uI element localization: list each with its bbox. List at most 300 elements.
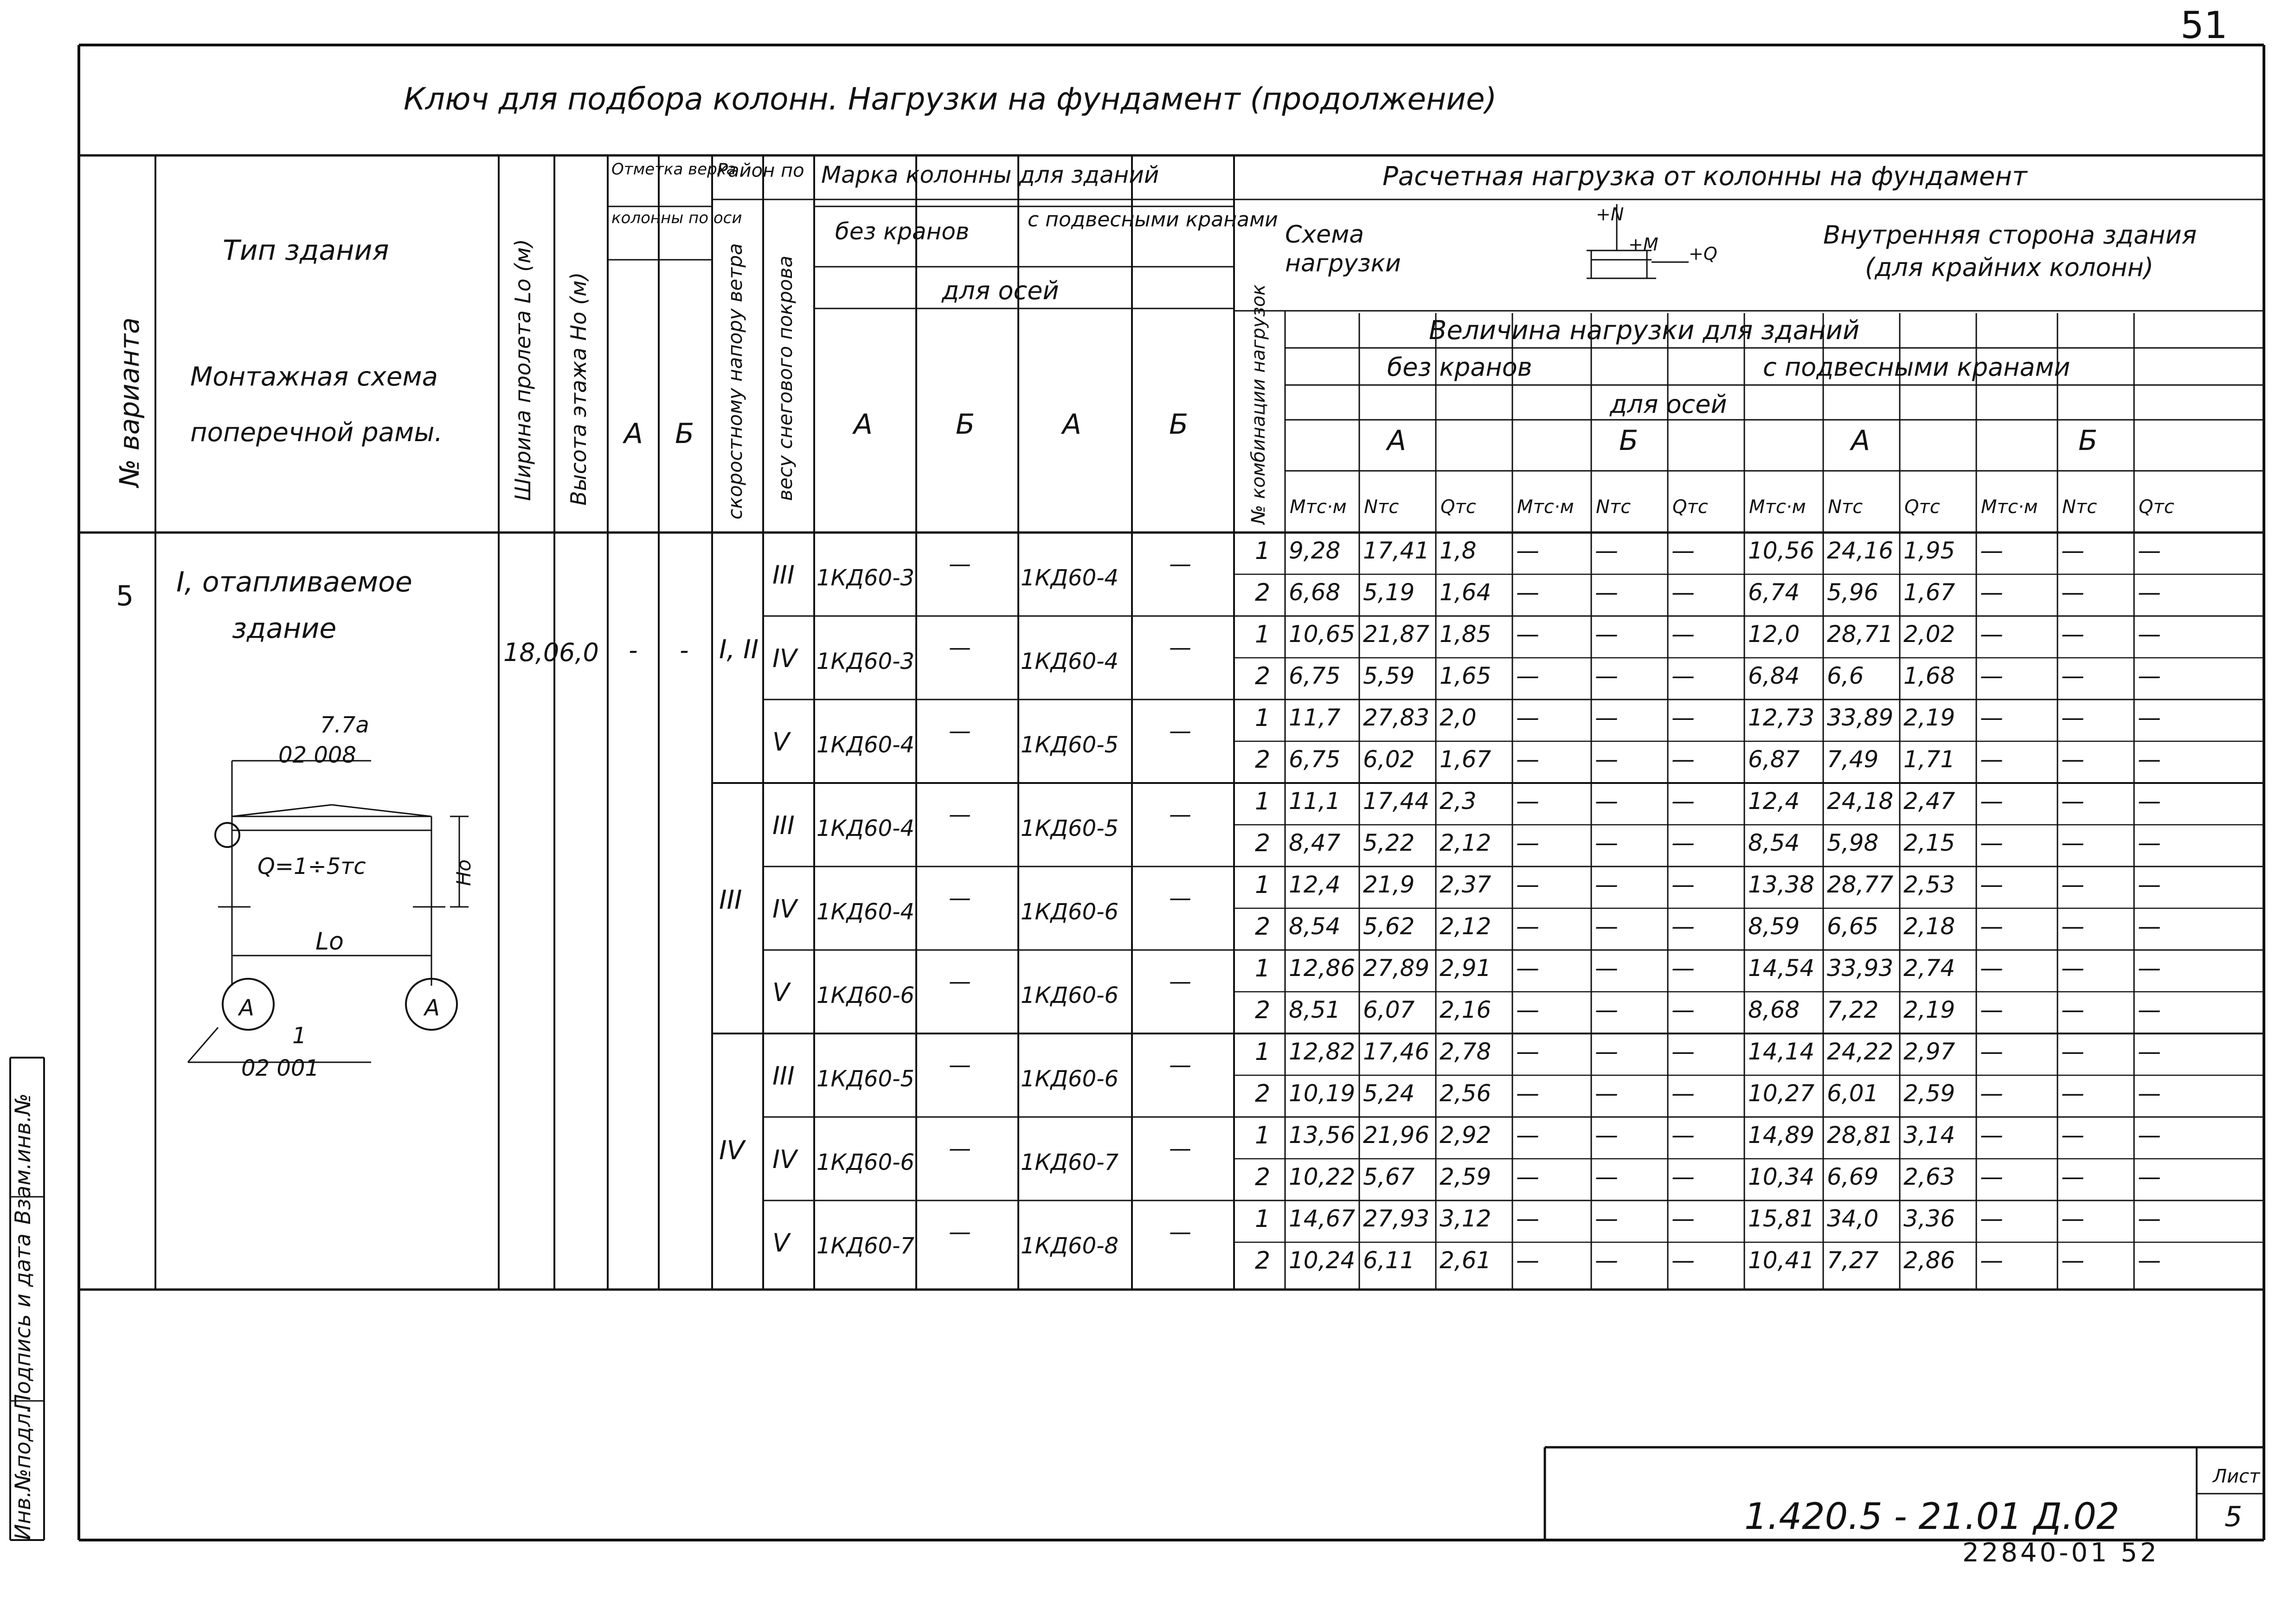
- load-value: 33,89: [1827, 704, 1894, 731]
- load-value: 2,19: [1903, 996, 1955, 1023]
- snow-region: III: [772, 811, 795, 840]
- load-value: —: [2061, 829, 2084, 856]
- header-without-cranes-2: без кранов: [1387, 353, 1532, 382]
- load-value: 8,59: [1748, 913, 1800, 940]
- column-mark-a-no-crane: 1КД60-6: [816, 982, 915, 1008]
- load-value: 6,6: [1827, 662, 1864, 689]
- header-snow-weight: весу снегового покрова: [774, 256, 797, 501]
- load-value: 2,74: [1903, 955, 1955, 982]
- load-value: —: [1980, 579, 2003, 606]
- load-value: —: [1595, 1247, 1618, 1274]
- load-value: —: [1671, 788, 1695, 815]
- stamp-vzam: Взам.инв.№: [10, 1093, 35, 1225]
- snow-region: IV: [772, 1145, 797, 1174]
- column-mark-b-crane: —: [1169, 551, 1191, 577]
- column-mark-b-no-crane: —: [949, 718, 971, 744]
- header-load-axis-a1: А: [1387, 424, 1407, 457]
- load-value: 10,24: [1289, 1247, 1356, 1274]
- header-design-load: Расчетная нагрузка от колонны на фундамент: [1382, 161, 2027, 192]
- load-comb-no: 2: [1255, 579, 1271, 607]
- load-value: —: [1671, 1205, 1695, 1232]
- load-value: —: [1671, 1163, 1695, 1190]
- load-value: —: [1671, 537, 1695, 564]
- stamp-sign-date: Подпись и дата: [10, 1233, 35, 1410]
- header-region-by: Район по: [717, 160, 804, 181]
- variant-mark-b: -: [680, 635, 689, 665]
- load-value: —: [1516, 913, 1539, 940]
- load-value: 6,11: [1363, 1247, 1415, 1274]
- load-value: —: [1671, 579, 1695, 606]
- load-value: —: [1516, 1038, 1539, 1065]
- load-value: —: [1595, 537, 1618, 564]
- column-mark-b-crane: —: [1169, 718, 1191, 744]
- load-value: 5,62: [1363, 913, 1415, 940]
- load-comb-no: 2: [1255, 996, 1271, 1024]
- column-mark-b-no-crane: —: [949, 551, 971, 577]
- load-value: 3,14: [1903, 1122, 1955, 1149]
- scheme-height-label: Hо: [452, 859, 475, 886]
- load-value: 6,75: [1289, 662, 1341, 689]
- load-value: 5,98: [1827, 829, 1879, 856]
- load-value: —: [1595, 579, 1618, 606]
- load-value: 2,92: [1440, 1122, 1491, 1149]
- load-value: —: [2061, 579, 2084, 606]
- column-mark-a-no-crane: 1КД60-3: [816, 648, 915, 674]
- snow-region: III: [772, 560, 795, 590]
- page-number: 51: [2180, 4, 2228, 47]
- load-value: 1,71: [1903, 746, 1955, 773]
- load-value: —: [2138, 996, 2161, 1023]
- load-value: —: [1595, 788, 1618, 815]
- column-mark-a-crane: 1КД60-6: [1021, 1066, 1119, 1092]
- header-scheme-n: +N: [1596, 204, 1624, 225]
- column-mark-a-no-crane: 1КД60-4: [816, 815, 915, 841]
- load-value: 8,54: [1289, 913, 1341, 940]
- column-mark-b-no-crane: —: [949, 1136, 971, 1162]
- load-value: —: [1595, 1080, 1618, 1107]
- load-value: —: [1516, 662, 1539, 689]
- load-value: —: [1980, 996, 2003, 1023]
- load-value: 2,0: [1440, 704, 1477, 731]
- load-value: 5,22: [1363, 829, 1415, 856]
- load-comb-no: 1: [1255, 537, 1271, 565]
- load-value: 10,19: [1289, 1080, 1356, 1107]
- load-value: 14,54: [1748, 955, 1815, 982]
- column-mark-b-crane: —: [1169, 802, 1191, 828]
- load-value: 7,22: [1827, 996, 1879, 1023]
- load-value: 2,3: [1440, 788, 1477, 815]
- load-value: —: [2138, 1080, 2161, 1107]
- load-value: —: [1671, 871, 1695, 898]
- header-for-axes: для осей: [942, 276, 1059, 305]
- load-value: 11,1: [1289, 788, 1341, 815]
- header-assembly-scheme-1: Монтажная схема: [190, 362, 438, 392]
- load-comb-no: 1: [1255, 871, 1271, 899]
- load-value: —: [2138, 662, 2161, 689]
- load-value: 3,36: [1903, 1205, 1955, 1232]
- load-value: —: [1516, 579, 1539, 606]
- load-value: —: [2138, 788, 2161, 815]
- load-value: 2,12: [1440, 829, 1491, 856]
- load-value: —: [2061, 1038, 2084, 1065]
- scheme-ref-top: 7.7а: [320, 712, 369, 738]
- wind-region: IV: [719, 1136, 745, 1166]
- load-value: —: [2061, 788, 2084, 815]
- load-value: 21,9: [1363, 871, 1415, 898]
- header-inner-side-2: (для крайних колонн): [1865, 253, 2154, 282]
- load-value: 2,18: [1903, 913, 1955, 940]
- load-value: —: [1516, 537, 1539, 564]
- column-mark-a-crane: 1КД60-4: [1021, 565, 1119, 591]
- column-mark-b-crane: —: [1169, 1052, 1191, 1078]
- load-value: —: [1980, 1163, 2003, 1190]
- load-value: 12,4: [1748, 788, 1800, 815]
- load-value: —: [1595, 662, 1618, 689]
- load-value: —: [1516, 829, 1539, 856]
- load-value: —: [2138, 1122, 2161, 1149]
- column-mark-a-no-crane: 1КД60-3: [816, 565, 915, 591]
- column-mark-a-crane: 1КД60-5: [1021, 815, 1119, 841]
- load-value: —: [1595, 871, 1618, 898]
- load-comb-no: 1: [1255, 704, 1271, 732]
- load-value: 1,85: [1440, 621, 1491, 648]
- load-value: —: [2061, 1205, 2084, 1232]
- load-comb-no: 2: [1255, 662, 1271, 690]
- header-col-a2: А: [1062, 408, 1082, 441]
- load-comb-no: 2: [1255, 913, 1271, 941]
- load-value: 2,61: [1440, 1247, 1491, 1274]
- load-value: 24,18: [1827, 788, 1894, 815]
- load-value: —: [1980, 1205, 2003, 1232]
- variant-type-2: здание: [232, 612, 337, 645]
- load-value: 15,81: [1748, 1205, 1815, 1232]
- title-block-sheet-no: 5: [2224, 1501, 2243, 1533]
- header-variant-no: № варианта: [114, 317, 145, 487]
- load-comb-no: 1: [1255, 1038, 1271, 1066]
- column-mark-a-crane: 1КД60-8: [1021, 1233, 1119, 1259]
- snow-region: V: [772, 1228, 790, 1258]
- load-value: —: [1671, 704, 1695, 731]
- load-comb-no: 2: [1255, 746, 1271, 774]
- load-value: —: [1516, 788, 1539, 815]
- header-unit-m: Мтс·м: [1981, 496, 2038, 518]
- column-mark-a-no-crane: 1КД60-5: [816, 1066, 915, 1092]
- load-value: 6,69: [1827, 1163, 1879, 1190]
- load-value: —: [1516, 996, 1539, 1023]
- load-value: 34,0: [1827, 1205, 1879, 1232]
- load-value: —: [1671, 1247, 1695, 1274]
- scheme-ref-bottom-2: 02 001: [241, 1055, 319, 1081]
- header-column-mark: Марка колонны для зданий: [821, 161, 1159, 188]
- column-mark-b-no-crane: —: [949, 1052, 971, 1078]
- header-col-b1: Б: [956, 408, 975, 441]
- load-value: —: [1671, 621, 1695, 648]
- load-value: 2,86: [1903, 1247, 1955, 1274]
- load-comb-no: 2: [1255, 1247, 1271, 1275]
- load-value: 11,7: [1289, 704, 1341, 731]
- load-value: 2,97: [1903, 1038, 1955, 1065]
- load-value: —: [1671, 662, 1695, 689]
- load-value: —: [1516, 871, 1539, 898]
- header-assembly-scheme-2: поперечной рамы.: [190, 417, 443, 448]
- header-col-a1: А: [854, 408, 873, 441]
- scheme-axis-a-left: А: [239, 995, 254, 1021]
- header-inner-side-1: Внутренняя сторона здания: [1823, 220, 2197, 250]
- load-value: 10,22: [1289, 1163, 1356, 1190]
- load-value: —: [1980, 1247, 2003, 1274]
- load-value: 10,41: [1748, 1247, 1815, 1274]
- load-comb-no: 1: [1255, 1122, 1271, 1149]
- column-mark-a-no-crane: 1КД60-7: [816, 1233, 915, 1259]
- column-mark-b-no-crane: —: [949, 635, 971, 661]
- load-value: —: [1595, 996, 1618, 1023]
- load-value: 2,63: [1903, 1163, 1955, 1190]
- load-value: —: [1595, 1038, 1618, 1065]
- load-value: 2,37: [1440, 871, 1491, 898]
- load-value: 24,22: [1827, 1038, 1894, 1065]
- load-value: 9,28: [1289, 537, 1341, 564]
- load-value: 2,12: [1440, 913, 1491, 940]
- header-wind-pressure: скоростному напору ветра: [724, 243, 746, 520]
- load-value: —: [1980, 746, 2003, 773]
- load-value: —: [2061, 1122, 2084, 1149]
- header-axis-b: Б: [675, 417, 694, 450]
- load-value: 1,64: [1440, 579, 1491, 606]
- load-value: —: [1980, 662, 2003, 689]
- load-value: —: [2138, 955, 2161, 982]
- header-unit-q: Qтс: [1440, 496, 1476, 518]
- header-floor-height: Высота этажа Hо (м): [566, 272, 591, 506]
- title-block-sheet-label: Лист: [2213, 1466, 2260, 1487]
- load-value: 2,15: [1903, 829, 1955, 856]
- snow-region: III: [772, 1061, 795, 1091]
- title-block-doc-code: 1.420.5 - 21.01 Д.02: [1744, 1496, 2120, 1538]
- load-value: —: [1671, 829, 1695, 856]
- load-value: 2,19: [1903, 704, 1955, 731]
- header-unit-n: Nтс: [1596, 496, 1631, 518]
- column-mark-b-crane: —: [1169, 1219, 1191, 1245]
- load-value: 1,95: [1903, 537, 1955, 564]
- load-value: —: [1516, 1163, 1539, 1190]
- scheme-axis-a-right: А: [424, 995, 440, 1021]
- load-value: —: [2138, 1247, 2161, 1274]
- load-value: —: [2061, 621, 2084, 648]
- load-value: 8,54: [1748, 829, 1800, 856]
- load-value: —: [1671, 1038, 1695, 1065]
- load-value: 1,8: [1440, 537, 1477, 564]
- load-value: —: [2061, 955, 2084, 982]
- load-value: 12,86: [1289, 955, 1356, 982]
- snow-region: IV: [772, 894, 797, 924]
- column-mark-a-no-crane: 1КД60-6: [816, 1149, 915, 1175]
- load-value: —: [2061, 662, 2084, 689]
- load-value: 12,4: [1289, 871, 1341, 898]
- load-value: —: [2061, 871, 2084, 898]
- load-value: —: [2061, 537, 2084, 564]
- load-value: 2,53: [1903, 871, 1955, 898]
- load-value: 1,67: [1440, 746, 1491, 773]
- load-value: —: [2138, 1205, 2161, 1232]
- load-value: 10,56: [1748, 537, 1815, 564]
- column-mark-a-crane: 1КД60-5: [1021, 732, 1119, 758]
- load-value: —: [1671, 1122, 1695, 1149]
- load-value: —: [1595, 746, 1618, 773]
- load-value: —: [1595, 955, 1618, 982]
- load-value: 12,0: [1748, 621, 1800, 648]
- column-mark-b-crane: —: [1169, 635, 1191, 661]
- load-value: 7,27: [1827, 1247, 1879, 1274]
- load-value: —: [1980, 829, 2003, 856]
- header-unit-q: Qтс: [1672, 496, 1708, 518]
- load-value: —: [2138, 704, 2161, 731]
- load-value: 6,87: [1748, 746, 1800, 773]
- load-value: —: [1516, 1080, 1539, 1107]
- header-unit-m: Мтс·м: [1517, 496, 1574, 518]
- scheme-ref-bottom: 1: [292, 1023, 307, 1049]
- load-value: —: [1595, 704, 1618, 731]
- load-value: 6,01: [1827, 1080, 1879, 1107]
- load-value: 17,44: [1363, 788, 1430, 815]
- load-value: —: [1595, 1163, 1618, 1190]
- header-load-scheme-label: Схема нагрузки: [1285, 221, 1401, 277]
- load-value: 10,65: [1289, 621, 1356, 648]
- column-mark-b-crane: —: [1169, 1136, 1191, 1162]
- stamp-inv-podl: Инв.№подл.: [10, 1406, 35, 1540]
- load-value: 13,56: [1289, 1122, 1356, 1149]
- load-value: 2,91: [1440, 955, 1491, 982]
- column-mark-a-no-crane: 1КД60-4: [816, 899, 915, 925]
- load-value: —: [1516, 704, 1539, 731]
- load-value: —: [1516, 746, 1539, 773]
- load-comb-no: 2: [1255, 829, 1271, 857]
- scheme-crane-load: Q=1÷5тс: [257, 854, 366, 879]
- header-load-value: Величина нагрузки для зданий: [1429, 315, 1860, 346]
- load-value: 8,68: [1748, 996, 1800, 1023]
- load-value: —: [1671, 1080, 1695, 1107]
- header-with-cranes: с подвесными кранами: [1028, 208, 1278, 231]
- load-value: 27,93: [1363, 1205, 1430, 1232]
- load-value: —: [1516, 955, 1539, 982]
- header-unit-m: Мтс·м: [1749, 496, 1806, 518]
- load-value: 3,12: [1440, 1205, 1491, 1232]
- load-value: 8,47: [1289, 829, 1341, 856]
- header-unit-q: Qтс: [2139, 496, 2174, 518]
- load-comb-no: 1: [1255, 788, 1271, 815]
- load-value: —: [2061, 913, 2084, 940]
- load-value: —: [1980, 1122, 2003, 1149]
- variant-no: 5: [116, 580, 134, 612]
- load-value: 8,51: [1289, 996, 1341, 1023]
- variant-height: 6,0: [559, 638, 599, 667]
- column-mark-a-crane: 1КД60-7: [1021, 1149, 1119, 1175]
- load-value: —: [1980, 621, 2003, 648]
- load-value: 5,96: [1827, 579, 1879, 606]
- load-value: —: [2061, 1163, 2084, 1190]
- load-value: —: [2061, 746, 2084, 773]
- load-value: 5,19: [1363, 579, 1415, 606]
- load-value: —: [2138, 537, 2161, 564]
- load-value: 27,83: [1363, 704, 1430, 731]
- load-value: 14,89: [1748, 1122, 1815, 1149]
- load-value: —: [2138, 1038, 2161, 1065]
- load-value: 6,07: [1363, 996, 1415, 1023]
- load-value: —: [1595, 913, 1618, 940]
- header-span-width: Ширина пролета Lо (м): [510, 239, 535, 501]
- header-without-cranes: без кранов: [835, 218, 970, 245]
- load-value: 2,47: [1903, 788, 1955, 815]
- header-building-type: Тип здания: [223, 234, 389, 267]
- load-value: 21,96: [1363, 1122, 1430, 1149]
- load-value: 13,38: [1748, 871, 1815, 898]
- load-value: 2,78: [1440, 1038, 1491, 1065]
- load-value: —: [1595, 621, 1618, 648]
- load-value: 21,87: [1363, 621, 1430, 648]
- header-for-axes-2: для осей: [1610, 390, 1727, 419]
- load-value: 2,59: [1440, 1163, 1491, 1190]
- load-value: 27,89: [1363, 955, 1430, 982]
- snow-region: IV: [772, 644, 797, 673]
- scheme-ref-top-2: 02 008: [278, 742, 356, 768]
- load-comb-no: 1: [1255, 955, 1271, 982]
- header-unit-n: Nтс: [1828, 496, 1863, 518]
- header-with-cranes-2: с подвесными кранами: [1763, 353, 2070, 382]
- load-value: —: [1980, 1080, 2003, 1107]
- wind-region: I, II: [719, 635, 759, 665]
- column-mark-b-crane: —: [1169, 969, 1191, 995]
- load-value: 28,81: [1827, 1122, 1894, 1149]
- load-value: 1,67: [1903, 579, 1955, 606]
- load-value: —: [1516, 1247, 1539, 1274]
- load-value: —: [1980, 913, 2003, 940]
- column-mark-b-crane: —: [1169, 885, 1191, 911]
- column-mark-b-no-crane: —: [949, 1219, 971, 1245]
- load-value: —: [1980, 537, 2003, 564]
- load-comb-no: 2: [1255, 1163, 1271, 1191]
- load-value: —: [2138, 579, 2161, 606]
- load-value: 6,75: [1289, 746, 1341, 773]
- load-value: —: [1671, 955, 1695, 982]
- load-comb-no: 1: [1255, 621, 1271, 648]
- load-value: 5,67: [1363, 1163, 1415, 1190]
- column-mark-a-crane: 1КД60-6: [1021, 899, 1119, 925]
- header-axis-a: А: [624, 417, 643, 450]
- column-mark-b-no-crane: —: [949, 969, 971, 995]
- load-value: —: [1516, 621, 1539, 648]
- load-value: —: [2138, 1163, 2161, 1190]
- load-value: —: [1595, 1122, 1618, 1149]
- load-value: 14,67: [1289, 1205, 1356, 1232]
- load-value: —: [1671, 913, 1695, 940]
- load-value: 2,56: [1440, 1080, 1491, 1107]
- column-mark-a-crane: 1КД60-4: [1021, 648, 1119, 674]
- bottom-code: 22840-01 52: [1962, 1538, 2160, 1568]
- header-column-top-mark-1: Отметка верха: [611, 160, 736, 179]
- load-value: 12,82: [1289, 1038, 1356, 1065]
- load-value: 17,41: [1363, 537, 1430, 564]
- column-mark-a-no-crane: 1КД60-4: [816, 732, 915, 758]
- load-value: 12,73: [1748, 704, 1815, 731]
- load-value: 24,16: [1827, 537, 1894, 564]
- header-load-axis-b2: Б: [2078, 424, 2098, 457]
- load-value: 5,24: [1363, 1080, 1415, 1107]
- variant-mark-a: -: [629, 635, 638, 665]
- load-value: 7,49: [1827, 746, 1879, 773]
- load-value: 14,14: [1748, 1038, 1815, 1065]
- load-value: 10,34: [1748, 1163, 1815, 1190]
- column-mark-b-no-crane: —: [949, 802, 971, 828]
- load-value: —: [1980, 788, 2003, 815]
- load-value: 2,02: [1903, 621, 1955, 648]
